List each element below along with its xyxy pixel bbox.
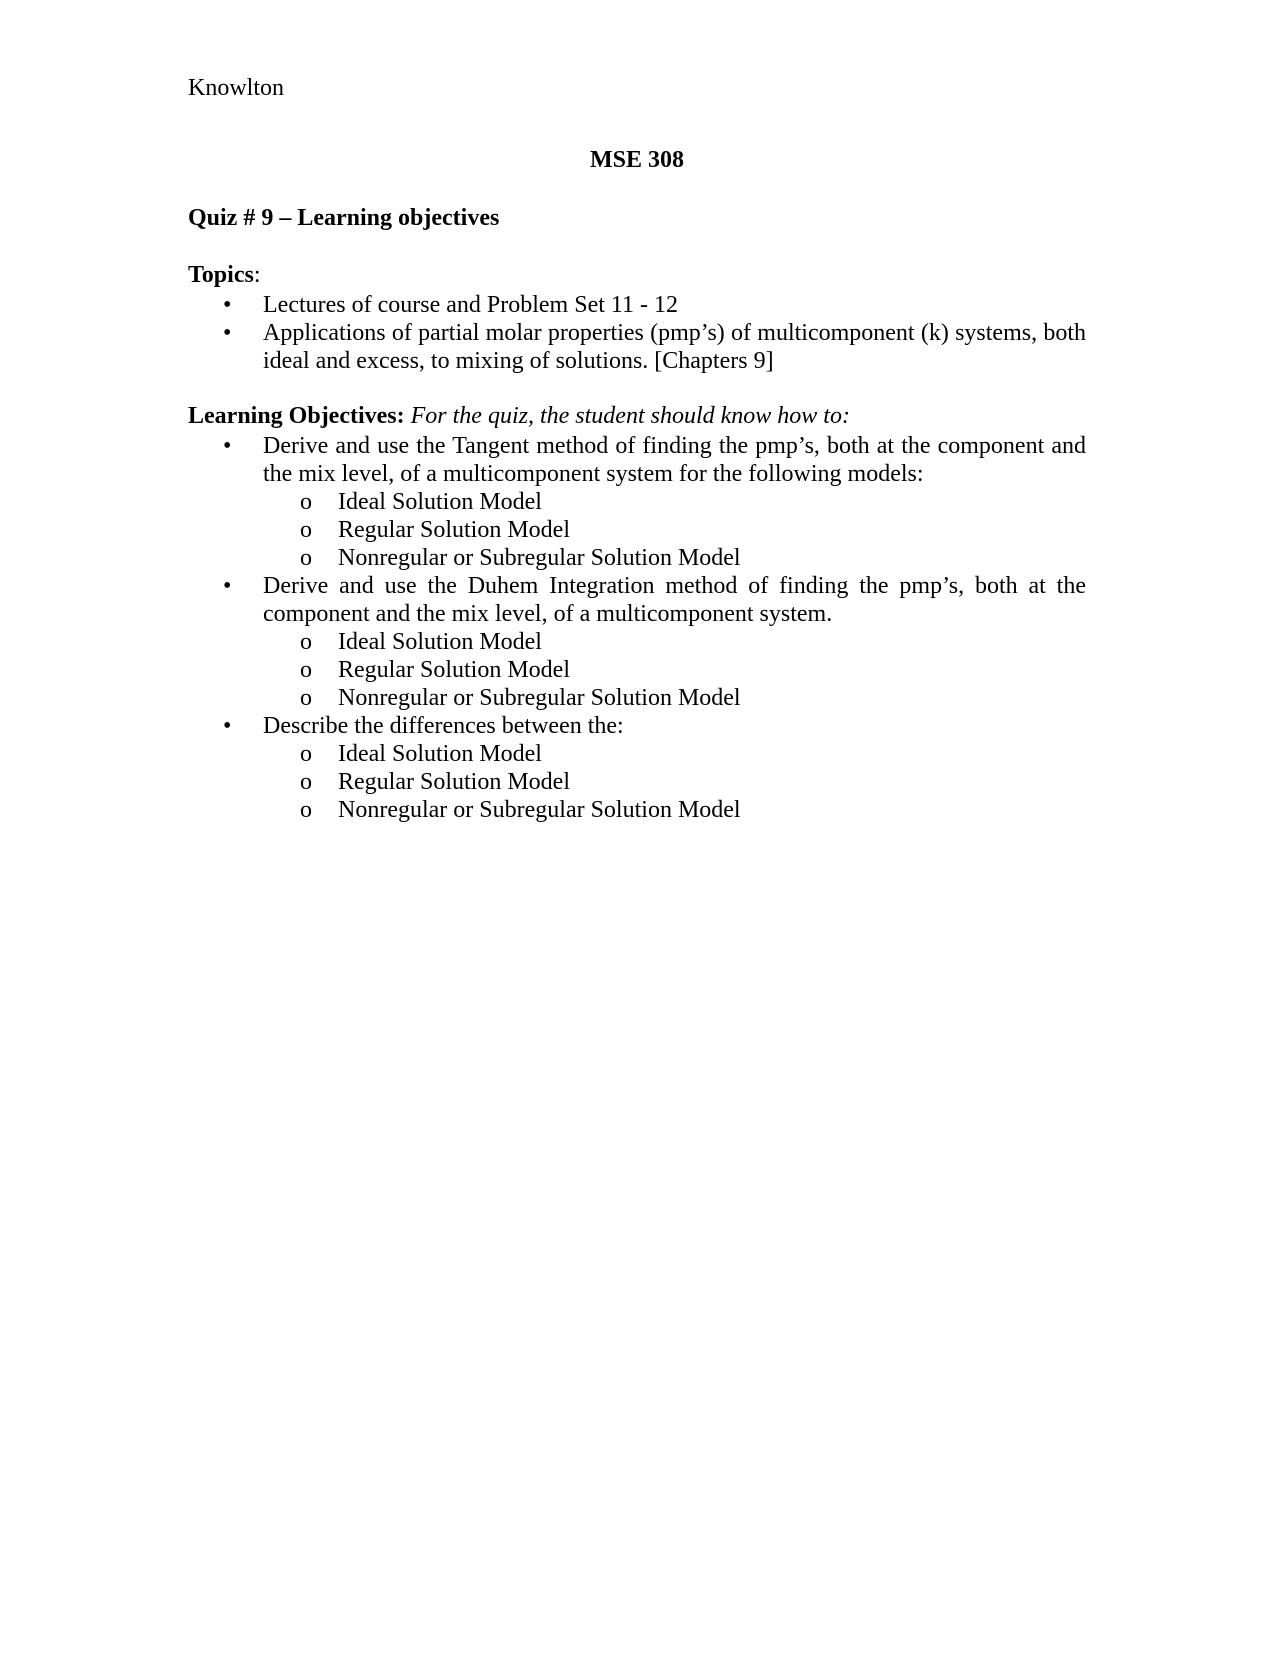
list-item xyxy=(263,516,1086,544)
objectives-intro: For the quiz, the student should know how to: xyxy=(410,403,850,429)
document-page xyxy=(188,74,1086,824)
model-sublist xyxy=(263,740,1086,824)
list-item xyxy=(188,572,1086,712)
model-name: Nonregular or Subregular Solution Model xyxy=(338,545,741,571)
objective-text: Derive and use the Tangent method of finding the pmp’s, both at the component and the mix level, of a multicomponent system for the following models: xyxy=(263,433,1086,487)
bullet-icon: • xyxy=(223,320,232,346)
circle-bullet-icon: o xyxy=(300,769,312,795)
topics-label: Topics xyxy=(188,262,254,288)
bullet-icon: • xyxy=(223,292,232,318)
model-name: Regular Solution Model xyxy=(338,517,570,543)
model-name: Ideal Solution Model xyxy=(338,489,542,515)
list-item xyxy=(263,628,1086,656)
circle-bullet-icon: o xyxy=(300,517,312,543)
list-item xyxy=(263,684,1086,712)
list-item xyxy=(188,712,1086,824)
circle-bullet-icon: o xyxy=(300,545,312,571)
quiz-title: Quiz # 9 – Learning objectives xyxy=(188,205,500,231)
list-item xyxy=(188,319,1086,375)
circle-bullet-icon: o xyxy=(300,489,312,515)
topic-text: Lectures of course and Problem Set 11 - 12 xyxy=(263,292,678,318)
list-item xyxy=(263,656,1086,684)
circle-bullet-icon: o xyxy=(300,685,312,711)
topic-text: Applications of partial molar properties (pmp’s) of multicomponent (k) systems, both ideal and excess, to mixing of solutions. [Chapters 9] xyxy=(263,320,1086,374)
circle-bullet-icon: o xyxy=(300,657,312,683)
circle-bullet-icon: o xyxy=(300,629,312,655)
model-name: Nonregular or Subregular Solution Model xyxy=(338,797,741,823)
model-sublist xyxy=(263,628,1086,712)
circle-bullet-icon: o xyxy=(300,797,312,823)
model-name: Nonregular or Subregular Solution Model xyxy=(338,685,741,711)
list-item xyxy=(263,768,1086,796)
list-item xyxy=(263,796,1086,824)
objectives-label: Learning Objectives: xyxy=(188,403,405,429)
objective-text: Derive and use the Duhem Integration method of finding the pmp’s, both at the component and the mix level, of a multicomponent system. xyxy=(263,573,1086,627)
circle-bullet-icon: o xyxy=(300,741,312,767)
bullet-icon: • xyxy=(223,573,232,599)
objective-text: Describe the differences between the: xyxy=(263,713,624,739)
list-item xyxy=(263,544,1086,572)
topics-heading xyxy=(188,261,1086,289)
objectives-heading xyxy=(188,402,1086,430)
bullet-icon: • xyxy=(223,433,232,459)
list-item xyxy=(263,740,1086,768)
objectives-list xyxy=(188,432,1086,824)
model-sublist xyxy=(263,488,1086,572)
list-item xyxy=(263,488,1086,516)
course-title: MSE 308 xyxy=(589,147,684,173)
topics-colon: : xyxy=(253,262,261,288)
topics-list xyxy=(188,291,1086,375)
model-name: Ideal Solution Model xyxy=(338,741,542,767)
model-name: Ideal Solution Model xyxy=(338,629,542,655)
list-item xyxy=(188,432,1086,572)
author-name: Knowlton xyxy=(188,75,284,101)
model-name: Regular Solution Model xyxy=(338,769,570,795)
model-name: Regular Solution Model xyxy=(338,657,570,683)
list-item xyxy=(188,291,1086,319)
bullet-icon: • xyxy=(223,713,232,739)
